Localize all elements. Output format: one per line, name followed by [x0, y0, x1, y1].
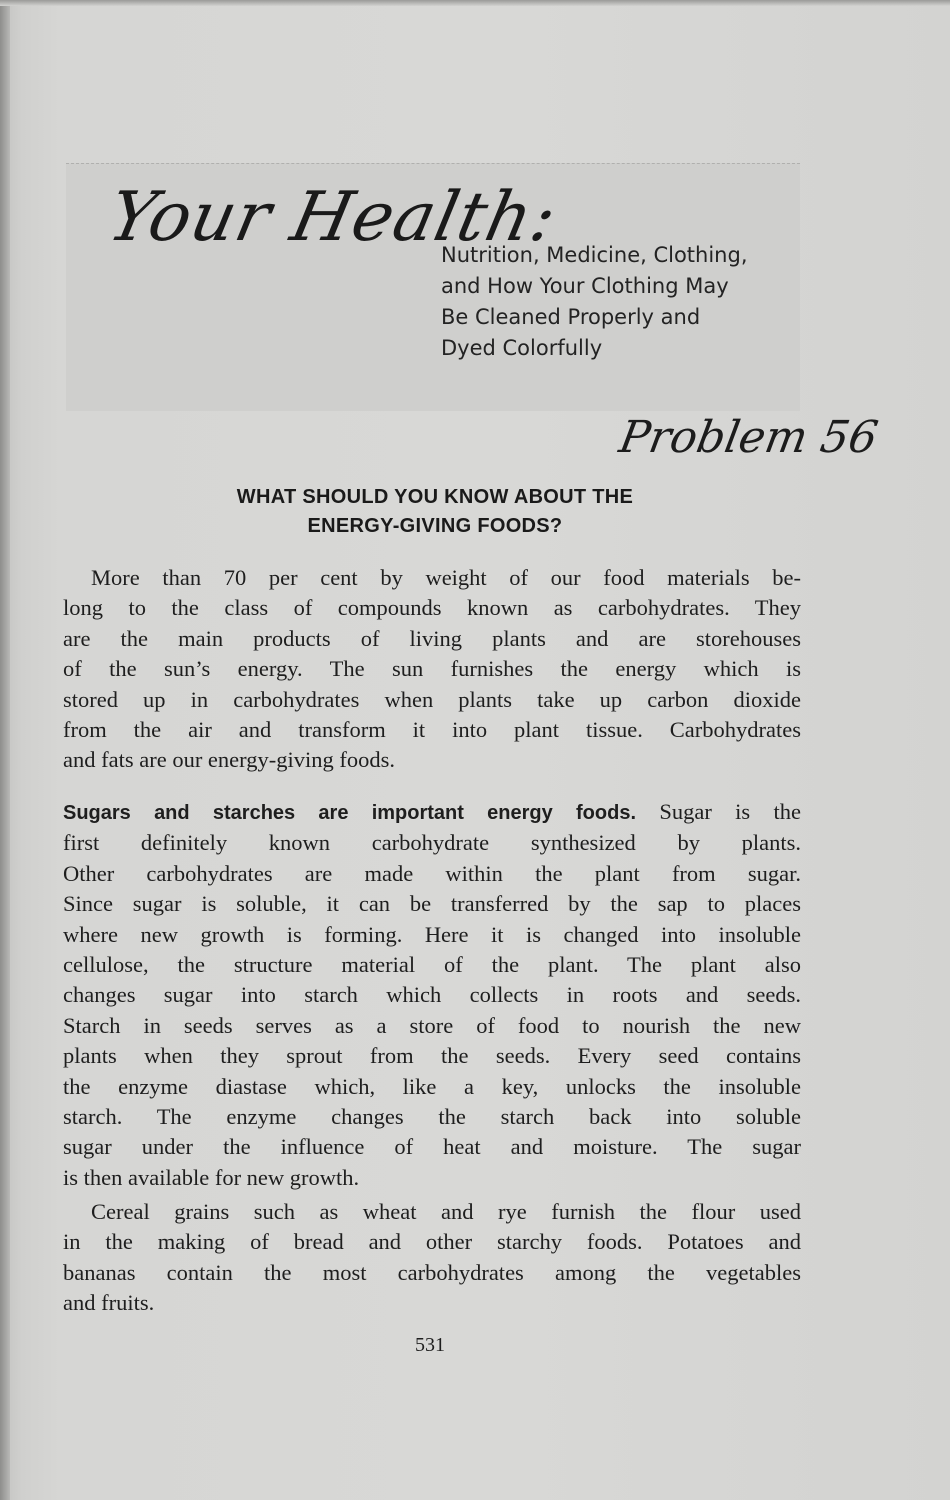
- text-line: Other carbohydrates are made within the plant from sugar.: [63, 860, 801, 886]
- text-line: are the main products of living plants and are storehouses: [63, 625, 801, 651]
- unit-subtitle: [441, 240, 801, 364]
- heading-line: WHAT SHOULD YOU KNOW ABOUT THE: [236, 486, 634, 508]
- text-line: is then available for new growth.: [63, 1164, 360, 1190]
- text-line: sugar under the influence of heat and moisture. The sugar: [63, 1134, 801, 1160]
- text-line: long to the class of compounds known as carbohydrates. They: [63, 595, 801, 621]
- text-line: and fats are our energy-giving foods.: [63, 747, 395, 773]
- problem-label: Problem 56: [615, 412, 882, 463]
- heading-line: ENERGY-GIVING FOODS?: [307, 515, 563, 537]
- text-line: changes sugar into starch which collects in roots and seeds.: [63, 982, 801, 1008]
- text-line: More than 70 per cent by weight of our food materials be-: [91, 565, 801, 590]
- paragraph-carbohydrates: [63, 563, 801, 776]
- text-line: cellulose, the structure material of the plant. The plant also: [63, 952, 801, 978]
- text-line: starch. The enzyme changes the starch back into soluble: [63, 1104, 801, 1130]
- text-line: in the making of bread and other starchy foods. Potatoes and: [63, 1229, 801, 1255]
- paragraph-cereal-grains: [63, 1197, 801, 1319]
- text-line: plants when they sprout from the seeds. Every seed contains: [63, 1043, 801, 1069]
- text-line: bananas contain the most carbohydrates among the vegetables: [63, 1259, 801, 1285]
- section-heading: [100, 483, 770, 541]
- subtitle-line: Nutrition, Medicine, Clothing,: [441, 243, 748, 267]
- page-number: 531: [415, 1334, 445, 1356]
- page-top-edge: [0, 0, 950, 6]
- paragraph-lead: Sugars and starches are important energy foods.: [63, 802, 637, 824]
- text-line: Starch in seeds serves as a store of food to nourish the new: [63, 1012, 801, 1038]
- subtitle-line: and How Your Clothing May: [441, 274, 729, 298]
- text-line: stored up in carbohydrates when plants take up carbon dioxide: [63, 686, 801, 712]
- subtitle-line: Be Cleaned Properly and: [441, 305, 701, 329]
- lead-continuation: Sugar is the: [659, 799, 801, 824]
- text-line: where new growth is forming. Here it is changed into insoluble: [63, 921, 801, 947]
- text-line: Since sugar is soluble, it can be transferred by the sap to places: [63, 891, 801, 917]
- page-left-edge: [0, 0, 10, 1500]
- text-line: [63, 797, 801, 828]
- text-line: and fruits.: [63, 1290, 155, 1316]
- text-line: from the air and transform it into plant tissue. Carbohydrates: [63, 717, 801, 743]
- subtitle-line: Dyed Colorfully: [441, 336, 603, 360]
- text-line: the enzyme diastase which, like a key, unlocks the insoluble: [63, 1073, 801, 1099]
- text-line: first definitely known carbohydrate synthesized by plants.: [63, 830, 801, 856]
- paragraph-sugars-starches: [63, 797, 801, 1193]
- unit-title: Your Health:: [101, 178, 565, 257]
- text-line: of the sun’s energy. The sun furnishes the energy which is: [63, 656, 801, 682]
- text-line: Cereal grains such as wheat and rye furnish the flour used: [91, 1199, 801, 1224]
